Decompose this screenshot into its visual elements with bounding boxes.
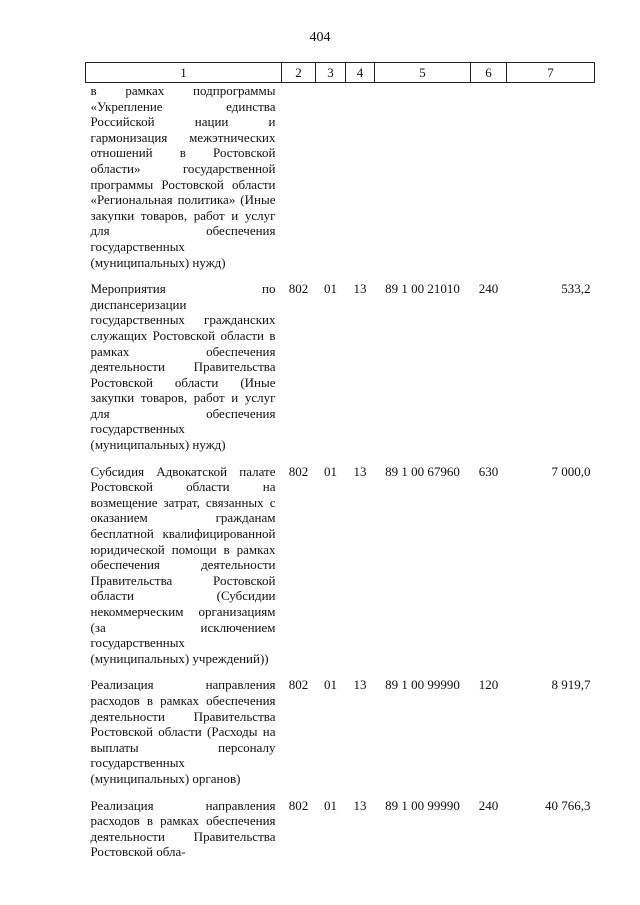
row-description: в рамках подпрограммы «Укрепление единства Российской нации и гармонизация межэтнических отношений в Ростовской области» государственной программы Ростовской области «Региональная политика» (Иные закупки товаров, работ и услуг для обеспечения государственных (муниципальных) нужд): [90, 83, 276, 270]
column-header-1: 1: [86, 63, 282, 83]
ministry-code: 802: [288, 463, 309, 479]
subsection-code: 13: [353, 797, 367, 813]
column-header-6: 6: [471, 63, 507, 83]
amount: 8 919,7: [551, 677, 591, 693]
section-code: 01: [324, 463, 337, 479]
expense-type-code: 630: [478, 463, 499, 479]
section-code: 01: [324, 677, 337, 693]
page-number: 404: [309, 30, 331, 45]
row-description: Реализация направления расходов в рамках обеспечения деятельности Правительства Ростовской обла-: [90, 797, 276, 860]
section-code: [316, 83, 346, 271]
ministry-code: 802: [288, 797, 309, 813]
section-code: 01: [324, 281, 337, 297]
ministry-code: 802: [288, 281, 309, 297]
target-article-code: [375, 83, 471, 271]
ministry-code: 802: [288, 677, 309, 693]
target-article-code: 89 1 00 99990: [385, 677, 460, 693]
column-header-2: 2: [282, 63, 316, 83]
budget-table: [85, 62, 595, 860]
expense-type-code: [471, 83, 507, 271]
table-row: [86, 83, 595, 271]
amount: [507, 83, 595, 271]
column-header-5: 5: [375, 63, 471, 83]
table-row: [86, 453, 595, 667]
table-row: [86, 270, 595, 453]
expense-type-code: 240: [478, 281, 499, 297]
subsection-code: [346, 83, 375, 271]
row-description: Субсидия Адвокатской палате Ростовской области на возмещение затрат, связанных с оказанием гражданам бесплатной квалифицированной юридической помощи в рамках обеспечения деятельности Правительства Ростовской области (Субсидии некоммерческим организациям (за исключением государственных (муниципальных) учреждений)): [90, 463, 276, 666]
target-article-code: 89 1 00 21010: [385, 281, 460, 297]
subsection-code: 13: [353, 281, 367, 297]
amount: 533,2: [561, 281, 591, 297]
target-article-code: 89 1 00 99990: [385, 797, 460, 813]
table-row: [86, 787, 595, 860]
ministry-code: [282, 83, 316, 271]
column-header-3: 3: [316, 63, 346, 83]
amount: 7 000,0: [551, 463, 591, 479]
column-header-7: 7: [507, 63, 595, 83]
subsection-code: 13: [353, 463, 367, 479]
target-article-code: 89 1 00 67960: [385, 463, 460, 479]
amount: 40 766,3: [545, 797, 591, 813]
table-row: [86, 666, 595, 786]
section-code: 01: [324, 797, 337, 813]
row-description: Реализация направления расходов в рамках обеспечения деятельности Правительства Ростовской области (Расходы на выплаты персоналу государственных (муниципальных) органов): [90, 677, 276, 786]
subsection-code: 13: [353, 677, 367, 693]
table-header-row: [86, 63, 595, 83]
expense-type-code: 120: [478, 677, 499, 693]
column-header-4: 4: [346, 63, 375, 83]
row-description: Мероприятия по диспансеризации государственных гражданских служащих Ростовской области в рамках обеспечения деятельности Правительства Ростовской области (Иные закупки товаров, работ и услуг для обеспечения государственных (муниципальных) нужд): [90, 281, 276, 453]
expense-type-code: 240: [478, 797, 499, 813]
